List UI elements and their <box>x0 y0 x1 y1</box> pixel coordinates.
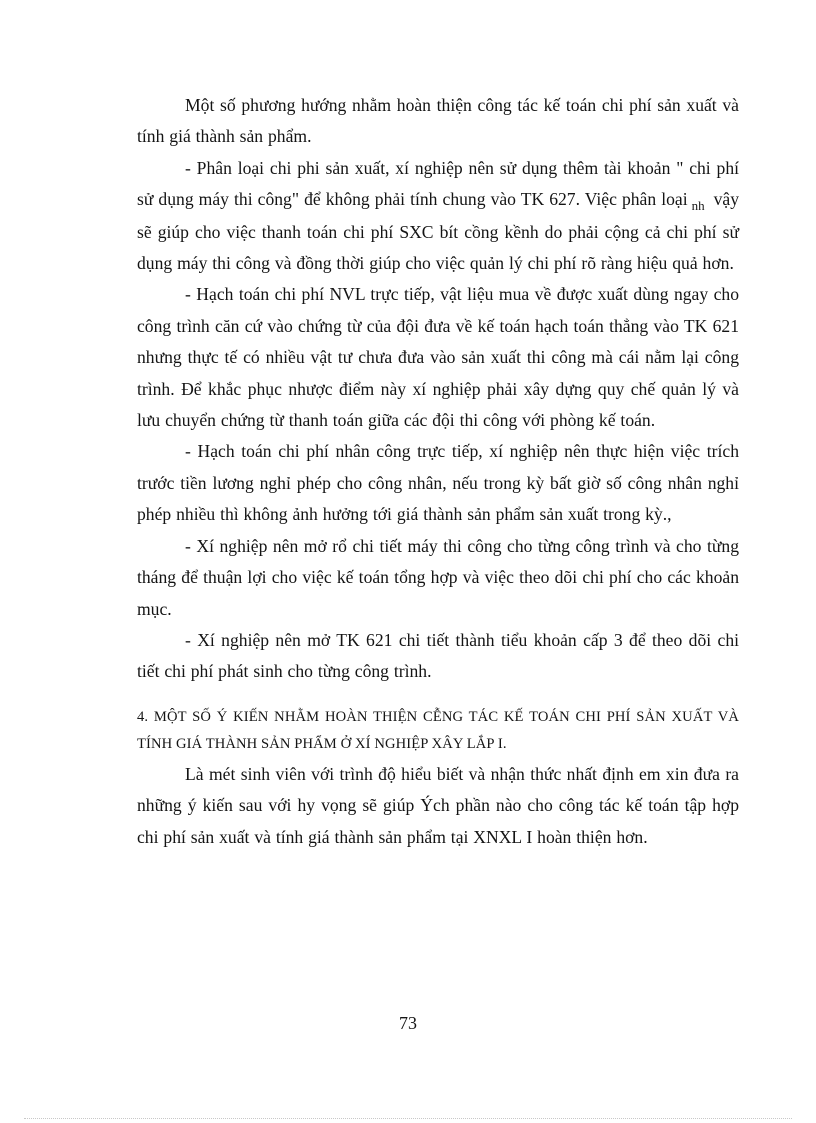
page-body <box>137 88 739 853</box>
section-heading: 4. MỘT SỐ Ý KIẾN NHẰM HOÀN THIỆN CỄNG TÁC KẾ TOÁN CHI PHÍ SẢN XUẤT VÀ TÍNH GIÁ THÀNH SẢN PHẨM Ở XÍ NGHIỆP XÂY LẮP I. <box>137 708 739 753</box>
cost-classification-continuation: vậy sẽ giúp cho việc thanh toán chi phí SXC bít cồng kềnh do phải cộng cả chi phí sử dụng máy thi công và đồng thời giúp cho việc quản lý chi phí rõ ràng hiệu quả hơn. <box>137 189 739 274</box>
page-number: 73 <box>399 1013 417 1033</box>
cost-classification-text: - Phân loại chi phi sản xuất, xí nghiệp nên sử dụng thêm tài khoản " chi phí sử dụng máy thi công" để không phải tính chung vào TK 627. Việc phân loại <box>137 157 739 210</box>
closing-paragraph: Là mét sinh viên với trình độ hiểu biết và nhận thức nhất định em xin đưa ra những ý kiến sau với hy vọng sẽ giúp Ých phần nào cho công tác kế toán tập hợp chi phí sản xuất và tính giá thành sản phẩm tại XNXL I hoàn thiện hơn. <box>137 763 739 847</box>
subscript-fragment: nh <box>691 198 705 214</box>
material-cost-paragraph: - Hạch toán chi phí NVL trực tiếp, vật liệu mua về được xuất dùng ngay cho công trình căn cứ vào chứng từ của đội đưa về kế toán hạch toán thẳng vào TK 621 nhưng thực tế có nhiều vật tư chưa đưa vào sản xuất thi công mà cái nằm lại công trình. Để khắc phục nhược điểm này xí nghiệp phải xây dựng quy chế quản lý và lưu chuyển chứng từ thanh toán giữa các đội thi công với phòng kế toán. <box>137 284 739 431</box>
labor-cost-paragraph: - Hạch toán chi phí nhân công trực tiếp, xí nghiệp nên thực hiện việc trích trước tiền lương nghỉ phép cho công nhân, nếu trong kỳ bất giờ số công nhân nghỉ phép nhiều thì không ảnh hưởng tới giá thành sản phẩm sản xuất trong kỳ., <box>137 441 739 525</box>
tk621-paragraph: - Xí nghiệp nên mở TK 621 chi tiết thành tiểu khoản cấp 3 để theo dõi chi tiết chi phí phát sinh cho từng công trình. <box>137 629 739 682</box>
intro-paragraph: Một số phương hướng nhằm hoàn thiện công tác kế toán chi phí sản xuất và tính giá thành sản phẩm. <box>137 95 739 147</box>
machine-ledger-paragraph: - Xí nghiệp nên mở rổ chi tiết máy thi công cho từng công trình và cho từng tháng để thuận lợi cho việc kế toán tổng hợp và việc theo dõi chi phí cho các khoản mục. <box>137 535 739 619</box>
cost-classification-paragraph <box>137 153 739 280</box>
footer-divider <box>24 1118 792 1119</box>
